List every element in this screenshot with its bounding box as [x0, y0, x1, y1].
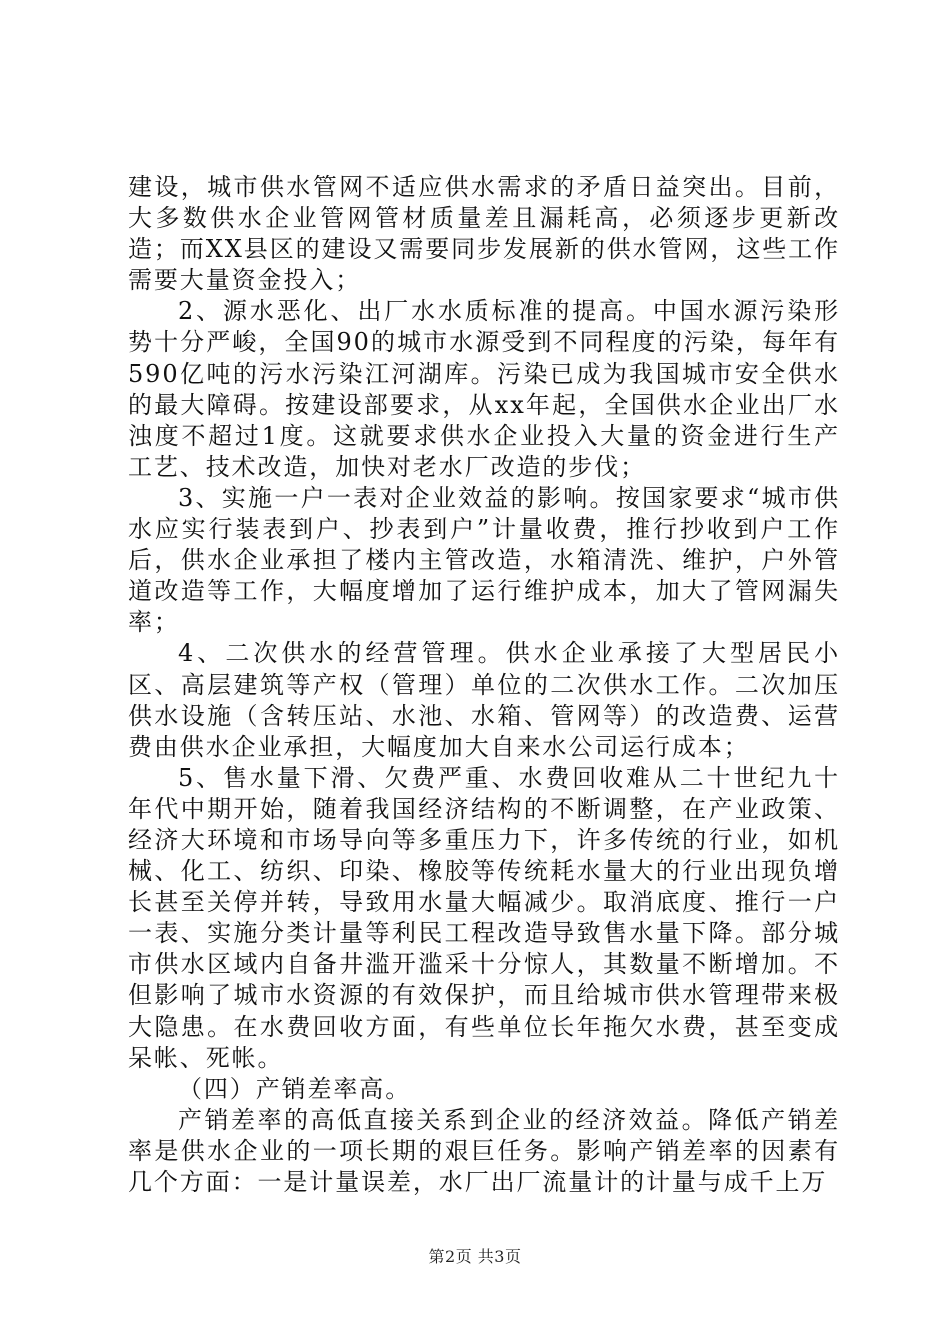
paragraph-section-4-body: 产销差率的高低直接关系到企业的经济效益。降低产销差率是供水企业的一项长期的艰巨任务。影响产销差率的因素有几个方面：一是计量误差，水厂出厂流量计的计量与成千上万	[128, 1105, 840, 1196]
paragraph-item-2: 2、源水恶化、出厂水水质标准的提高。中国水源污染形势十分严峻，全国90的城市水源受到不同程度的污染，每年有590亿吨的污水污染江河湖库。污染已成为我国城市安全供水的最大障碍。按建设部要求，从xx年起，全国供水企业出厂水浊度不超过1度。这就要求供水企业投入大量的资金进行生产工艺、技术改造，加快对老水厂改造的步伐；	[128, 297, 840, 481]
paragraph-item-5: 5、售水量下滑、欠费严重、水费回收难从二十世纪九十年代中期开始，随着我国经济结构的不断调整，在产业政策、经济大环境和市场导向等多重压力下，许多传统的行业，如机械、化工、纺织、印染、橡胶等传统耗水量大的行业出现负增长甚至关停并转，导致用水量大幅减少。取消底度、推行一户一表、实施分类计量等利民工程改造导致售水量下降。部分城市供水区域内自备井滥开滥采十分惊人，其数量不断增加。不但影响了城市水资源的有效保护，而且给城市供水管理带来极大隐患。在水费回收方面，有些单位长年拖欠水费，甚至变成呆帐、死帐。	[128, 763, 840, 1072]
page-footer: 第2页 共3页	[428, 1247, 522, 1266]
paragraph-continuation: 建设，城市供水管网不适应供水需求的矛盾日益突出。目前，大多数供水企业管网管材质量差且漏耗高，必须逐步更新改造；而XX县区的建设又需要同步发展新的供水管网，这些工作需要大量资金投入；	[128, 173, 840, 295]
section-heading-4: （四）产销差率高。	[178, 1074, 412, 1103]
paragraph-item-4: 4、二次供水的经营管理。供水企业承接了大型居民小区、高层建筑等产权（管理）单位的二次供水工作。二次加压供水设施（含转压站、水池、水箱、管网等）的改造费、运营费由供水企业承担，大幅度加大自来水公司运行成本；	[128, 639, 840, 761]
paragraph-item-3: 3、实施一户一表对企业效益的影响。按国家要求“城市供水应实行装表到户、抄表到户”计量收费，推行抄收到户工作后，供水企业承担了楼内主管改造，水箱清洗、维护，户外管道改造等工作，大幅度增加了运行维护成本，加大了管网漏失率；	[128, 483, 840, 637]
document-body	[128, 172, 840, 1198]
